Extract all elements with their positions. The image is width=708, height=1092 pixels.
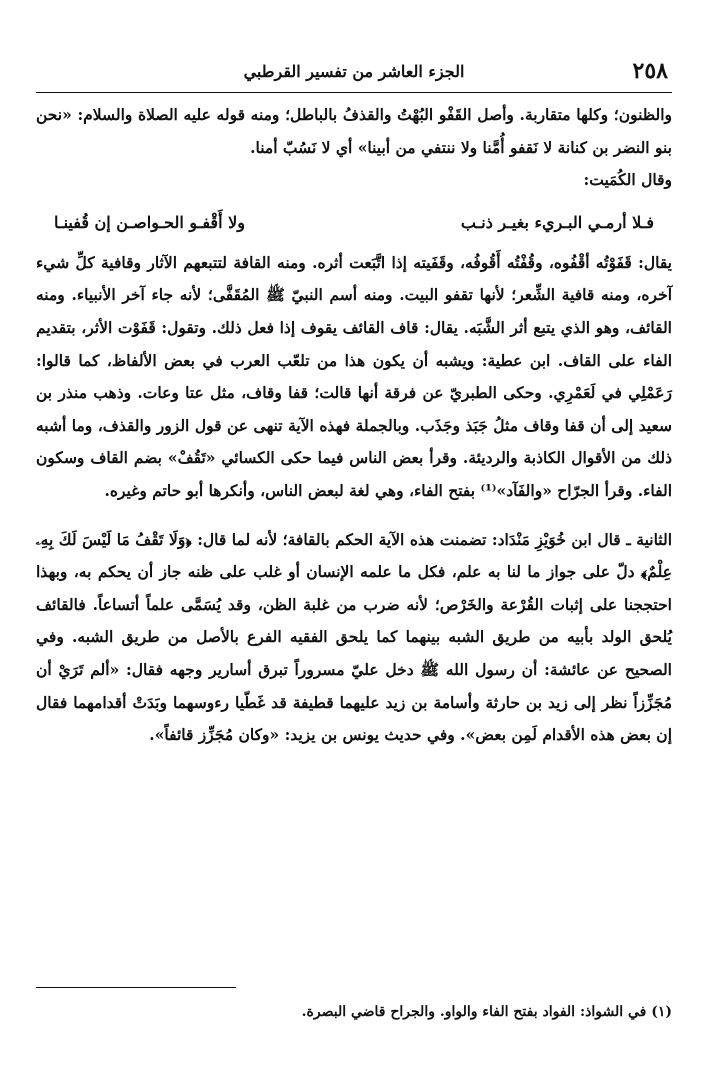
footnote: (١) في الشواذ: الفواد بفتح الفاء والواو. والجراح قاضي البصرة.: [301, 1004, 672, 1020]
paragraph-2: يقال: قَفَوْتُه أقْفُوه، وقُفْتُه أَقُوفُه، وقَفَيته إذا اتَّبَعت أثره. ومنه القافة لتتبعهم الآثار وقافية كلِّ شيء آخره، ومنه قافية الشِّعر؛ لأنها تقفو البيت. ومنه أسم النبيّ ﷺ المُقَفَّى؛ لأنه جاء آخر الأنبياء. ومنه القائف، وهو الذي يتبع أثر الشَّبَه. يقال: قاف القائف يقوف إذا فعل ذلك. وتقول: قَفَوْت الأثر، بتقديم الفاء على القاف. ابن عطية: ويشبه أن يكون هذا من تلعّب العرب في بعض الألفاظ، كما قالوا: رَعَمْلِي في لَعَمْرِي. وحكى الطبريّ عن فرقة أنها قالت؛ قفا وقاف، مثل عتا وعات. وذهب منذر بن سعيد إلى أن قفا وقاف مثلُ جَبَذ وجَذَب. وبالجملة فهذه الآية تنهى عن قول الزور والقذف، وما أشبه ذلك من الأقوال الكاذبة والرديئة. وقرأ بعض الناس فيما حكى الكسائي «تَقُفْ» بضم القاف وسكون الفاء. وقرأ الجرّاح «والفَآد»⁽¹⁾ بفتح الفاء، وهي لغة لبعض الناس، وأنكرها أبو حاتم وغيره.: [36, 252, 673, 500]
running-title: الجزء العاشر من تفسير القرطبي: [243, 62, 465, 81]
page-number: ٢٥٨: [632, 58, 668, 84]
paragraph-3: الثانية ـ قال ابن خُوَيْزِ مَنْدَاد: تضمنت هذه الآية الحكم بالقافة؛ لأنه لما قال: ﴿وَلَا تَقْفُ مَا لَيْسَ لَكَ بِهِۦ عِلْمٌ﴾ دلّ على جواز ما لنا به علم، فكل ما علمه الإنسان أو غلب على ظنه جاز أن يحكم به، وبهذا احتججنا على إثبات القُرْعة والخَرْص؛ لأنه ضرب من غلبة الظن، وقد يُسَمَّى علماً أتساعاً. فالقائف يُلحق الولد بأبيه من طريق الشبه بينهما كما يلحق الفقيه الفرع بالأصل من طريق الشبه. وفي الصحيح عن عائشة: أن رسول الله ﷺ دخل عليّ مسروراً تبرق أسارير وجهه فقال: «ألم تَرَيْ أن مُجَزِّزاً نظر إلى زيد بن حارثة وأسامة بن زيد عليهما قطيفة قد غَطّيا رءوسهما وبَدَتْ أقدامهما فقال إن بعض هذه الأقدام لَمِن بعض». وفي حديث يونس بن يزيد: «وكان مُجَزِّز قائفاً».: [36, 529, 672, 745]
paragraph-1: والظنون؛ وكلها متقاربة. وأصل القَفْو البُهْتُ والقذفُ بالباطل؛ ومنه قوله عليه الصلاة والسلام: «نحن بنو النضر بن كنانة لا نَقفو أُمَّنا ولا ننتفي من أبينا» أي لا نَسُبّ أمنا.: [36, 105, 672, 157]
footnote-divider: [36, 987, 236, 988]
section-gap: [36, 508, 672, 524]
page: [36, 52, 673, 1020]
page-header: [36, 52, 672, 93]
main-text: [36, 99, 672, 752]
poem-intro: وقال الكُمَيت:: [583, 170, 672, 190]
poem-verse: [36, 203, 672, 243]
poem-hemistich-right: فـلا أرمـي البـريء بغيـر ذنـب: [460, 212, 654, 232]
poem-hemistich-left: ولا أَقْفـو الحـواصـن إن قُفينـا: [54, 212, 245, 232]
